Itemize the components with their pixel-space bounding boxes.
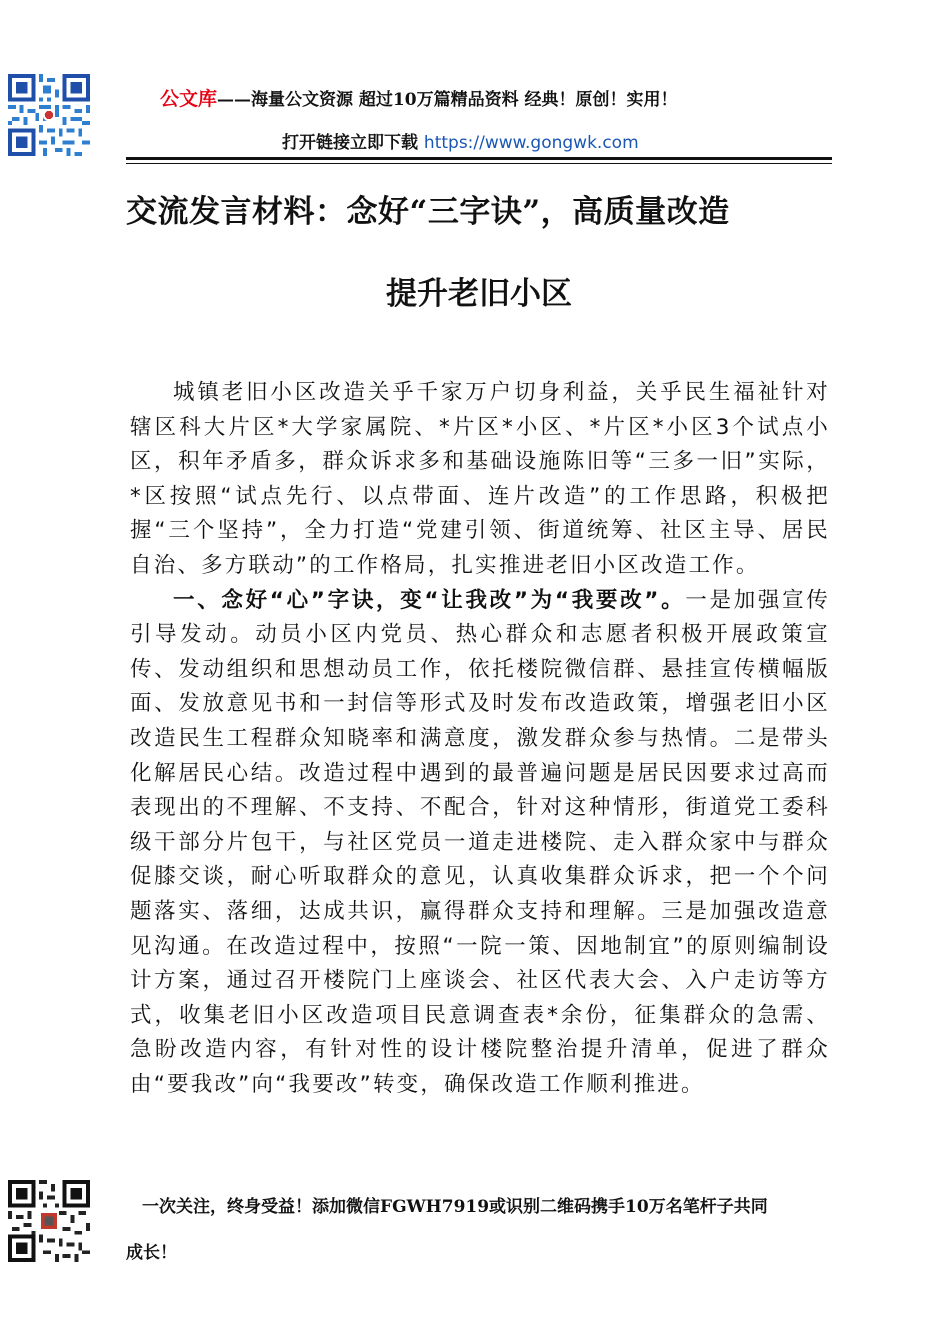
qr-code-top-icon	[8, 74, 90, 156]
document-title	[126, 190, 832, 316]
section-1-paragraph	[130, 584, 830, 1103]
footer-line-2: 成长！	[126, 1243, 177, 1263]
title-line-2: 提升老旧小区	[386, 276, 572, 312]
header-divider-thick	[126, 157, 832, 160]
header-tagline: ——海量公文资源 超过10万篇精品资料 经典！原创！实用！	[217, 90, 678, 110]
qr-code-bottom-icon	[8, 1180, 90, 1262]
brand-name: 公文库	[160, 88, 218, 110]
document-body	[130, 376, 830, 1102]
title-line-1: 交流发言材料：念好“三字诀”，高质量改造	[126, 194, 730, 230]
section-1-heading: 一、念好“心”字诀，变“让我改”为“我要改”。	[173, 587, 686, 613]
intro-paragraph: 城镇老旧小区改造关乎千家万户切身利益，关乎民生福祉针对辖区科大片区*大学家属院、*片区*小区、*片区*小区3个试点小区，积年矛盾多，群众诉求多和基础设施陈旧等“三多一旧”实际，*区按照“试点先行、以点带面、连片改造”的工作思路，积极把握“三个坚持”，全力打造“党建引领、街道统筹、社区主导、居民自治、多方联动”的工作格局，扎实推进老旧小区改造工作。	[130, 380, 830, 578]
section-1-text: 一是加强宣传引导发动。动员小区内党员、热心群众和志愿者积极开展政策宣传、发动组织和思想动员工作，依托楼院微信群、悬挂宣传横幅版面、发放意见书和一封信等形式及时发布改造政策，增强老旧小区改造民生工程群众知晓率和满意度，激发群众参与热情。二是带头化解居民心结。改造过程中遇到的最普遍问题是居民因要求过高而表现出的不理解、不支持、不配合，针对这种情形，街道党工委科级干部分片包干，与社区党员一道走进楼院、走入群众家中与群众促膝交谈，耐心听取群众的意见，认真收集群众诉求，把一个个问题落实、落细，达成共识，赢得群众支持和理解。三是加强改造意见沟通。在改造过程中，按照“一院一策、因地制宜”的原则编制设计方案，通过召开楼院门上座谈会、社区代表大会、入户走访等方式，收集老旧小区改造项目民意调查表*余份，征集群众的急需、急盼改造内容，有针对性的设计楼院整治提升清单，促进了群众由“要我改”向“我要改”转变，确保改造工作顺利推进。	[130, 587, 830, 1097]
header-download-line	[282, 128, 802, 153]
header-tagline-line	[160, 84, 800, 111]
header-divider-thin	[126, 163, 832, 164]
footer-line-1: 一次关注，终身受益！添加微信FGWH7919或识别二维码携手10万名笔杆子共同	[142, 1197, 768, 1217]
download-label: 打开链接立即下载	[282, 133, 424, 153]
download-link[interactable]: https://www.gongwk.com	[423, 133, 639, 153]
